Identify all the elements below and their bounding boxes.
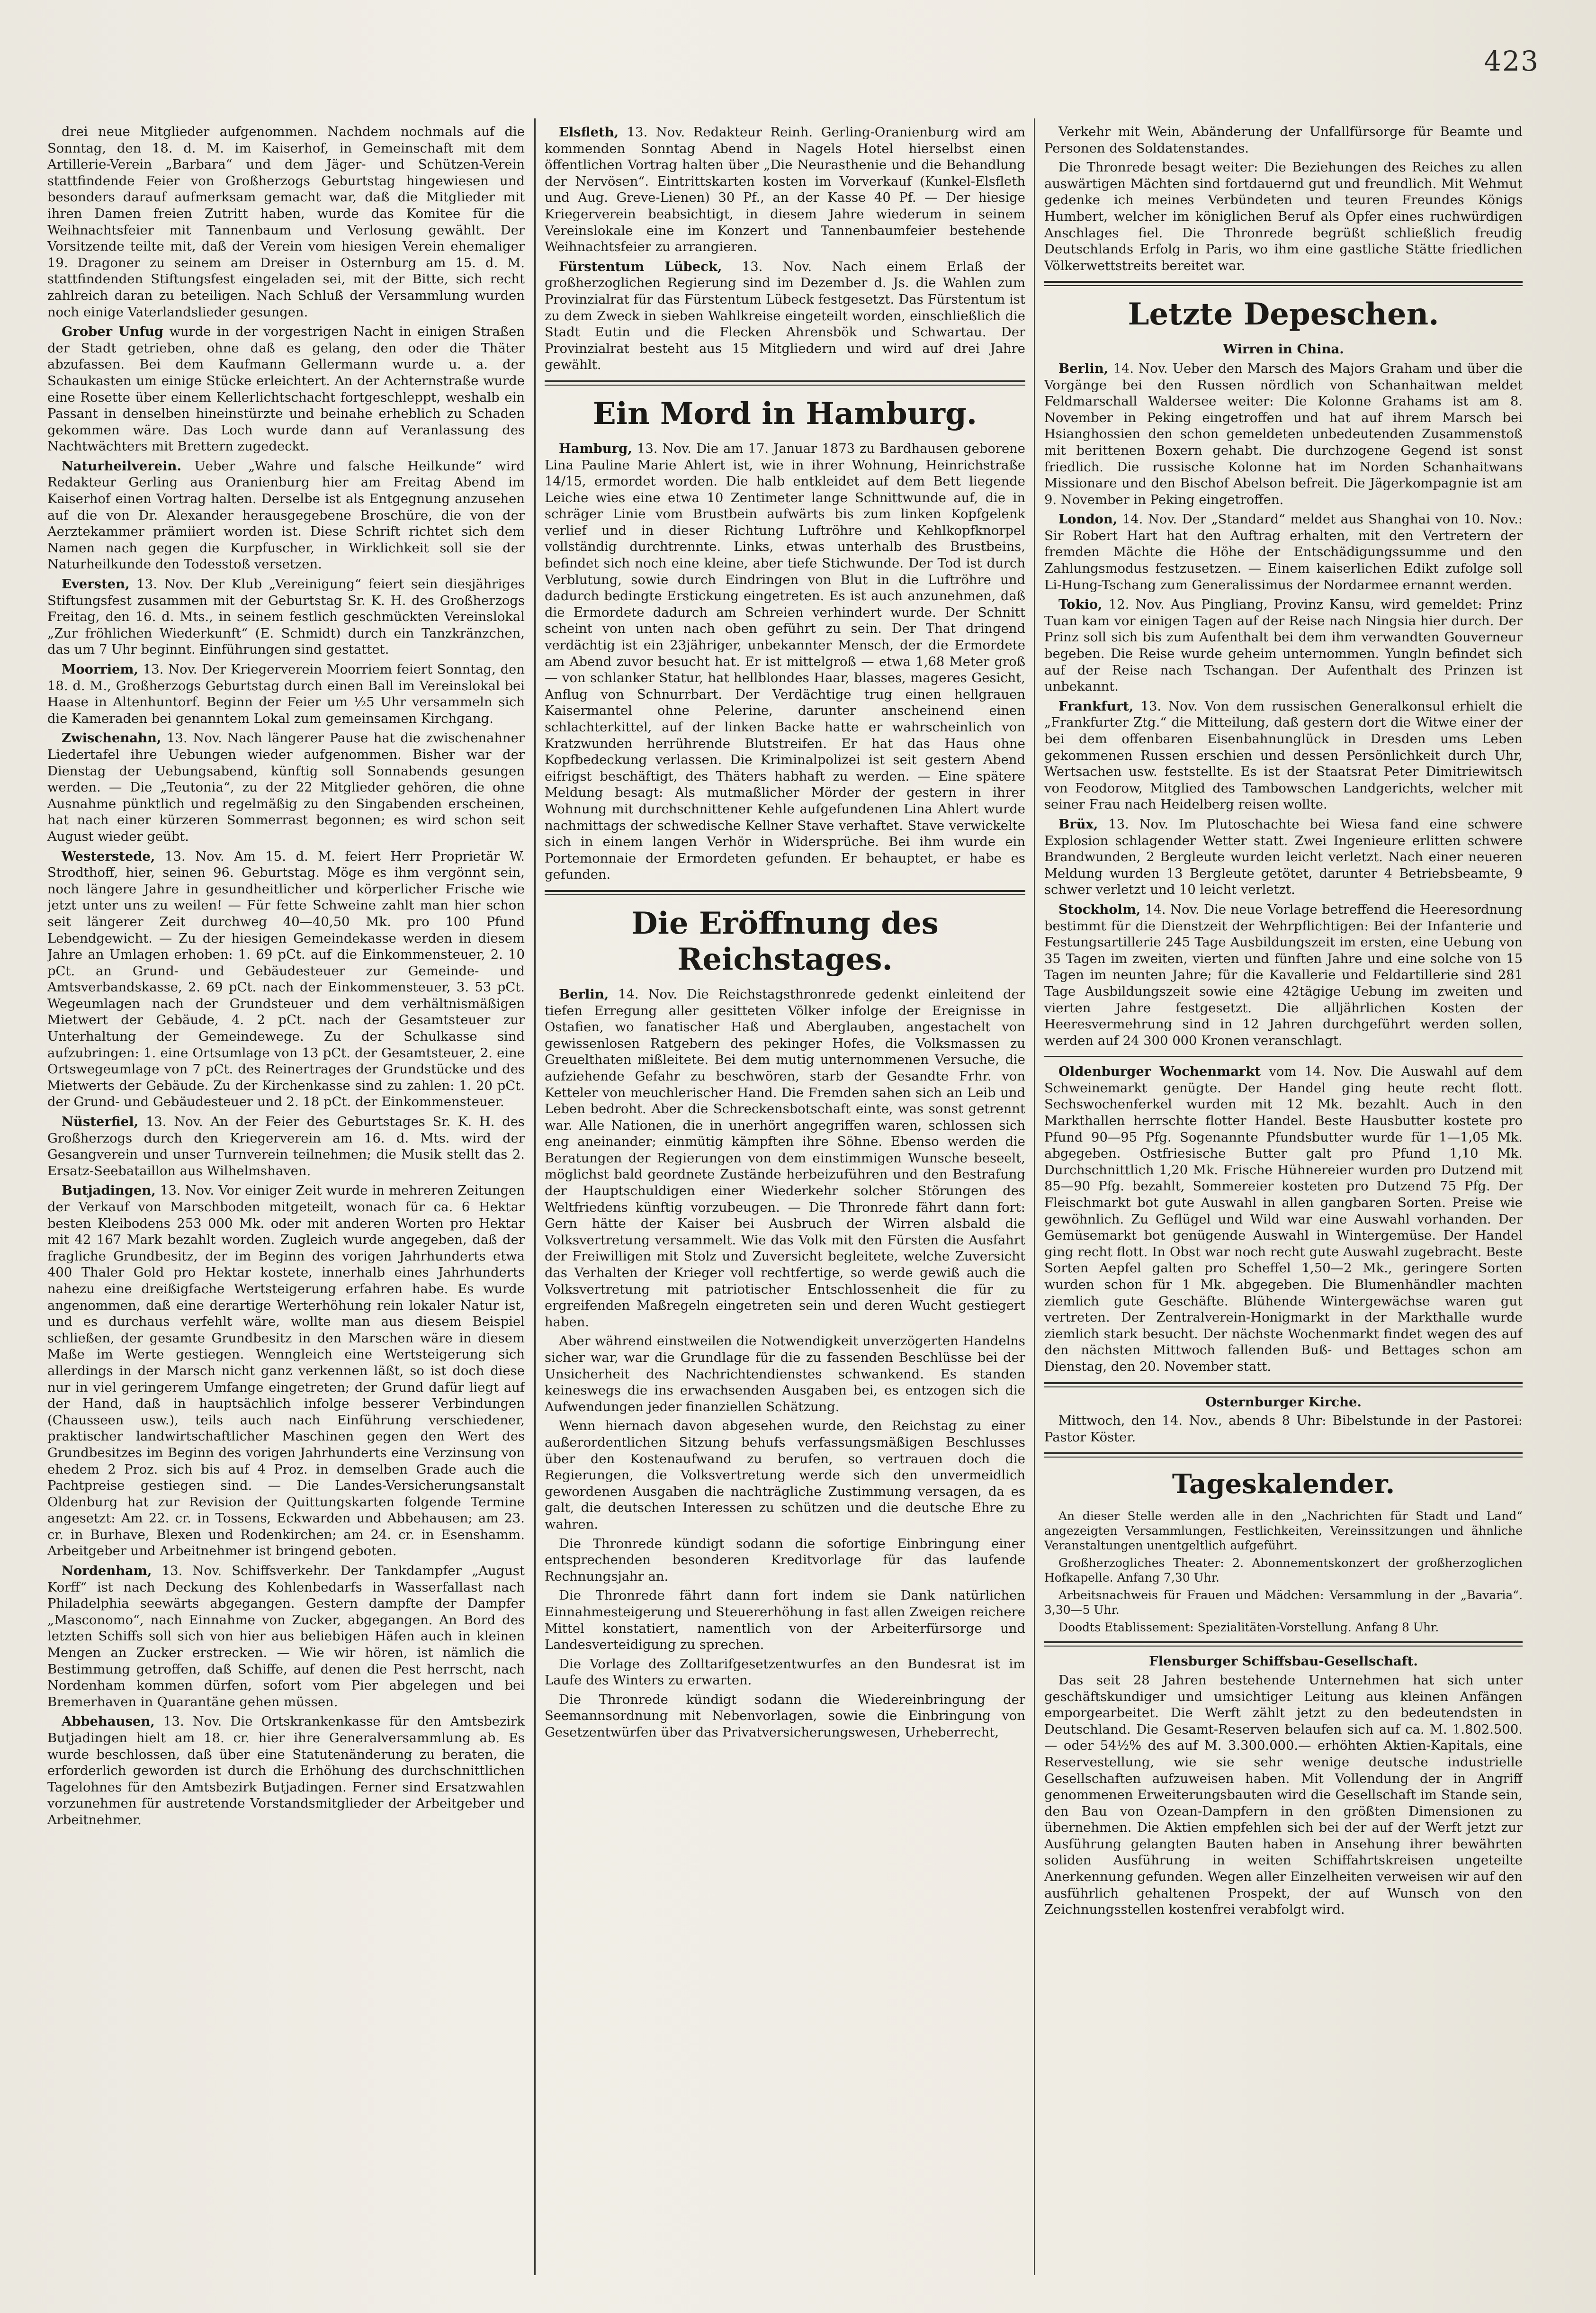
paragraph [1044,596,1523,695]
paragraph [1044,360,1523,508]
paragraph-text: Die Thronrede kündigt sodann die sofortige Einbringung einer entsprechenden besonderen Kreditvorlage für das laufende Rechnungsjahr an. [545,1536,1025,1584]
heading-flensburger-schiffbau: Flensburger Schiffsbau-Gesellschaft. [1149,1654,1418,1669]
paragraph-text: wurde in der vorgestrigen Nacht in einigen Straßen der Stadt getrieben, ohne daß es gelang, den oder die Thäter abzufassen. Bei dem Kaufmann Gellermann wurde u. a. der Schaukasten um einige Stücke erleichtert. An der Achternstraße wurde eine Rosette über einem Kellerlichtschacht fortgeschleppt, weshalb ein Passant in denselben hineinstürzte und beinahe erheblich zu Schaden gekommen wäre. Das Loch wurde dann auf Veranlassung des Nachtwächters mit Brettern zugedeckt. [47,324,525,454]
paragraph-text: 13. Nov. Schiffsverkehr. Der Tankdampfer „August Korff“ ist nach Deckung des Kohlenbedarfs in Wasserfallast nach Philadelphia seewärts abgegangen. Gestern dampfte der Dampfer „Masconomo“, nach Einnahme von Zucker, abgegangen. An Bord des letzten Schiffs soll sich von hier aus beliebigen Häfen auch in kleinen Mengen an Zucker erstrecken. — Wie wir hören, ist nämlich die Bestimmung getroffen, daß Schiffe, auf denen die Pest herrscht, nach Nordenham kommen dürfen, sofort vom Pier abgelegen und bei Bremerhaven in Quarantäne gehen müssen. [47,1564,525,1710]
article-reichstag-continued [1044,124,1523,274]
dateline: Berlin, [559,986,609,1002]
paragraph-text: Die Vorlage des Zolltarifgesetzentwurfes an den Bundesrat ist im Laufe des Winters zu erwarten. [545,1656,1025,1688]
list-tageskalender [1044,1509,1523,1635]
column-1-articles [47,124,525,1829]
paragraph [1044,511,1523,594]
paragraph-text: Arbeitsnachweis für Frauen und Mädchen: Versammlung in der „Bavaria“. 3,30—5 Uhr. [1044,1588,1523,1617]
paragraph [47,1182,525,1560]
paragraph [1044,901,1523,1049]
section-rule [1044,1452,1523,1458]
paragraph-text: An dieser Stelle werden alle in den „Nachrichten für Stadt und Land“ angezeigten Versammlungen, Festlichkeiten, Vereinssitzungen und ähnliche Veranstaltungen unentgeltlich aufgeführt. [1044,1509,1523,1553]
paragraph-text: 13. Nov. Nach längerer Pause hat die zwischenahner Liedertafel ihre Uebungen wieder aufgenommen. Bisher war der Dienstag der Uebungsabend, künftig soll Sonnabends gesungen werden. — Die „Teutonia“, zu der 22 Mitglieder gehören, die ohne Ausnahme pünktlich und regelmäßig zu den Singabenden erscheinen, hat nach einer kürzeren Sommerrast begonnen; es wird schon seit August wieder geübt. [47,731,525,844]
paragraph [47,848,525,1111]
dateline: Zwischenahn, [62,730,161,746]
paragraph-text: 13. Nov. An der Feier des Geburtstages Sr. K. H. des Großherzogs durch den Kriegerverein am 16. d. Mts. wird der Gesangverein und unser Turnverein teilnehmen; die Musik stellt das 2. Ersatz-Seebataillon aus Wilhelmshaven. [47,1115,525,1179]
dateline: Grober Unfug [62,324,164,340]
article-reichstag [545,986,1025,1741]
subhead-wirren-china: Wirren in China. [1223,342,1344,357]
paragraph-text: Die Thronrede kündigt sodann die Wiedereinbringung der Seemannsordnung mit Nebenvorlagen, sowie die Einbringung von Gesetzentwürfen über das Privatversicherungswesen, Urheberrecht, [545,1692,1025,1740]
dateline: Elsfleth, [559,125,619,140]
paragraph [47,124,525,321]
dateline: Westerstede, [62,848,155,864]
paragraph [47,1563,525,1710]
article-wochenmarkt [1044,1063,1523,1375]
paragraph [1044,1620,1523,1635]
paragraph [1044,1509,1523,1553]
dateline: Butjadingen, [62,1183,156,1198]
paragraph-text: 14. Nov. Ueber den Marsch des Majors Graham und über die Vorgänge bei den Russen nördlich von Schanhaitwan meldet Feldmarschall Waldersee weiter: Die Kolonne Grahams ist am 8. November in Peking eingetroffen und hat auf ihrem Marsch bei Hsianghossien den schon gemeldeten unbedeutenden Zusammenstoß mit berittenen Boxern gehabt. Die durchzogene Gegend ist sonst friedlich. Die russische Kolonne hat im Norden Schanhaitwans Missionare und den Bischof Abelson befreit. Die Jägerkompagnie ist am 9. November in Peking eingetroffen. [1044,361,1523,507]
paragraph-text: Großherzogliches Theater: 2. Abonnementskonzert der großherzoglichen Hofkapelle. Anfang 7,30 Uhr. [1044,1556,1523,1585]
section-rule [545,890,1025,895]
section-rule [1044,1641,1523,1647]
headline-letzte-depeschen: Letzte Depeschen. [1128,297,1439,333]
paragraph-text: Ueber „Wahre und falsche Heilkunde“ wird Redakteur Gerling aus Oranienburg hier am Freitag Abend im Kaiserhof einen Vortrag halten. Derselbe ist als Entgegnung anzusehen auf die von Dr. Alexander herausgegebene Broschüre, die von der Aerztekammer prämiiert worden ist. Diese Schrift richtet sich dem Namen nach gegen die Kurpfuscher, in Wirklichkeit soll sie der Naturheilkunde den Todesstoß versetzen. [47,459,525,572]
paragraph-text: 13. Nov. Der Klub „Vereinigung“ feiert sein diesjähriges Stiftungsfest zusammen mit der Geburtstag Sr. K. H. des Großherzogs Freitag, den 16. d. Mts., in seinem festlich geschmückten Vereinslokal „Zur fröhlichen Wiederkunft“ (E. Schmidt) durch ein Tanzkränzchen, das um 7 Uhr beginnt. Einführungen sind gestattet. [47,577,525,657]
paragraph-text: Mittwoch, den 14. Nov., abends 8 Uhr: Bibelstunde in der Pastorei: Pastor Köster. [1044,1413,1523,1445]
paragraph-text: 13. Nov. Redakteur Reinh. Gerling-Oranienburg wird am kommenden Sonntag Abend in Nagels Hotel hierselbst einen öffentlichen Vortrag halten über „Die Neurasthenie und die Behandlung der Nervösen“. Eintrittskarten kosten im Vorverkauf (Kunkel-Elsfleth und Aug. Greve-Lienen) 30 Pf., an der Kasse 40 Pf. — Der hiesige Kriegerverein beabsichtigt, in diesem Jahre wiederum in seinem Vereinslokale eine im Konzert und Tannenbaumfeier bestehende Weihnachtsfeier zu arrangieren. [545,125,1025,255]
paragraph [47,1713,525,1828]
paragraph-text: 13. Nov. Am 15. d. M. feiert Herr Proprietär W. Strodthoff, hier, seinen 96. Geburtstag. Möge es ihm vergönnt sein, noch längere Jahre in gesundheitlicher und körperlicher Frische wie jetzt unter uns zu weilen! — Für fette Schweine zahlt man hier schon seit längerer Zeit durchweg 40—40,50 Mk. pro 100 Pfund Lebendgewicht. — Zu der hiesigen Gemeindekasse werden in diesem Jahre an Umlagen erhoben: 1. 69 pCt. auf die Einkommensteuer, 2. 10 pCt. an Grund- und Gebäudesteuer zur Gemeinde- und Amtsverbandskasse, 2. 69 pCt. nach der Einkommensteuer, 3. 53 pCt. Wegeumlagen nach der Grundsteuer und dem verhältnismäßigen Mietwert der Gebäude, 4. 2 pCt. nach der Gesamtsteuer zur Unterhaltung der Gemeindewege. Zu der Schulkasse sind aufzubringen: 1. eine Ortsumlage von 13 pCt. der Gesamtsteuer, 2. eine Ortswegeumlage von 7 pCt. des Reinertrages der Grundstücke und des Mietwerts der Gebäude. Zu der Kirchenkasse sind zu zahlen: 1. 20 pCt. der Grund- und Gebäudesteuer und 2. 18 pCt. der Einkommensteuer. [47,849,525,1110]
paragraph [47,458,525,573]
paragraph-text: 13. Nov. Die Ortskrankenkasse für den Amtsbezirk Butjadingen hielt am 18. cr. hier ihre Generalversammlung ab. Es wurde beschlossen, daß über eine Statutenänderung zu beraten, die erforderlich geworden ist durch die Erhöhung des durchschnittlichen Tagelohnes für den Amtsbezirk Butjadingen. Ferner sind Ersatzwahlen vorzunehmen für austretende Vorstandsmitglieder der Arbeitgeber und Arbeitnehmer. [47,1714,525,1827]
paragraph [1044,698,1523,813]
dateline: Frankfurt, [1058,698,1134,714]
heading-osternburger-kirche: Osternburger Kirche. [1205,1394,1362,1410]
dateline: Tokio, [1058,597,1103,612]
section-rule [545,380,1025,386]
paragraph-text: Das seit 28 Jahren bestehende Unternehmen hat sich unter geschäftskundiger und umsichtiger Leitung aus kleinen Anfängen emporgearbeitet. Die Werft zählt jetzt zu den bedeutendsten in Deutschland. Die Gesamt-Reserven belaufen sich auf ca. M. 1.802.500.— oder 54½% des auf M. 3.300.000.— erhöhten Aktien-Kapitals, eine Reservestellung, wie sie sehr wenige deutsche industrielle Gesellschaften aufzuweisen haben. Mit Vollendung der in Angriff genommenen Erweiterungsbauten wird die Gesellschaft im Stande sein, den Bau von Ozean-Dampfern in den größten Dimensionen zu übernehmen. Die Aktien empfehlen sich bei der auf der Werft jetzt zur Ausführung gelangten Bauten haben in Ansehung ihrer bewährten soliden Ausführung in weiten Schiffahrtskreisen ungeteilte Anerkennung gefunden. Wegen aller Einzelheiten verweisen wir auf den ausführlich gehaltenen Prospekt, der auf Wunsch von den Zeichnungsstellen kostenfrei verabfolgt wird. [1044,1673,1523,1917]
paragraph-text: Die Thronrede fährt dann fort indem sie Dank natürlichen Einnahmesteigerung und Steuererhöhung in fast allen Zweigen reichere Mittel konstatiert, namentlich von der Arbeiterfürsorge und Landesverteidigung zu sprechen. [545,1588,1025,1653]
dateline: Nordenham, [62,1563,152,1579]
paragraph-text: Aber während einstweilen die Notwendigkeit unverzögerten Handelns sicher war, war die Grundlage für die zu fassenden Beschlüsse bei der Unsicherheit des Nachrichtendienstes schwankend. Es standen keineswegs die ins erwachsenden Ausgaben bei, es entzogen sich die Aufwendungen jeder finanziellen Schätzung. [545,1334,1025,1414]
headline-tageskalender: Tageskalender. [1172,1468,1395,1500]
dateline: Berlin, [1058,360,1109,376]
paragraph-text: 14. Nov. Der „Standard“ meldet aus Shanghai von 10. Nov.: Sir Robert Hart hat den Auftrag erhalten, mit den Vertretern der fremden Mächte die Höhe der Entschädigungssumme und den Zahlungsmodus festzusetzen. — Einem kaiserlichen Edikt zufolge soll Li-Hung-Tschang zum Generalissimus der Nordarmee ernannt werden. [1044,512,1523,593]
paragraph [1044,1413,1523,1446]
column-2 [545,124,1025,2270]
dateline: Eversten, [62,576,130,592]
dateline: London, [1058,512,1118,527]
dateline: Oldenburger Wochenmarkt [1058,1064,1261,1080]
section-rule [1044,281,1523,286]
paragraph [47,730,525,845]
paragraph [1044,160,1523,274]
paragraph-text: 13. Nov. Vor einiger Zeit wurde in mehreren Zeitungen der Verkauf von Marschboden mitgeteilt, wonach für ca. 6 Hektar besten Kleibodens 253 000 Mk. oder mit anderen Worten pro Hektar mit 42 167 Mark bezahlt worden. Zugleich wurde angegeben, daß der fragliche Grundbesitz, der im Beginn des vorigen Jahrhunderts etwa 400 Thaler Gold pro Hektar kostete, innerhalb eines Jahrhunderts nahezu eine dreißigfache Wertsteigerung erfahren habe. Es wurde angenommen, daß eine derartige Werterhöhung rein lokaler Natur ist, und es durchaus verfehlt wäre, wollte man aus diesem Beispiel schließen, der gesamte Grundbesitz in den Marschen wäre in diesem Maße im Werte gestiegen. Wenngleich eine Wertsteigerung sich allerdings in der Marsch nicht ganz verkennen läßt, so ist doch diese nur in viel geringerem Umfange eingetreten; der Grund dafür liegt auf der Hand, daß in hauptsächlich infolge besserer Verbindungen (Chausseen usw.), teils auch nach Einführung verschiedener, praktischer landwirtschaftlicher Maschinen gegen den Wert des Grundbesitzes im Beginn des vorigen Jahrhunderts eine Verzinsung von ehedem 2 Proz. sich bis auf 4 Proz. in demselben Grade auch die Pachtpreise gestiegen sind. — Die Landes-Versicherungsanstalt Oldenburg hat zur Revision der Quittungskarten folgende Termine angesetzt: Am 22. cr. in Tossens, Eckwarden und Abbehausen; am 23. cr. in Burhave, Blexen und Rodenkirchen; am 24. cr. in Esenshamm. Arbeitgeber und Arbeitnehmer ist bringend geboten. [47,1183,525,1559]
paragraph [545,986,1025,1331]
section-rule [1044,1056,1523,1057]
paragraph [1044,1673,1523,1918]
dateline: Fürstentum Lübeck, [559,259,722,274]
paragraph-text: 13. Nov. Der Kriegerverein Moorriem feiert Sonntag, den 18. d. M., Großherzogs Geburtstag durch einen Ball im Vereinslokal bei Haase in Altenhuntorf. Beginn der Feier um ½5 Uhr versammeln sich die Kameraden bei genanntem Lokal zum gemeinsamen Kirchgang. [47,662,525,726]
column-2-local-news [545,124,1025,374]
dateline: Abbehausen, [62,1714,155,1729]
paragraph-text: 13. Nov. Im Plutoschachte bei Wiesa fand eine schwere Explosion schlagender Wetter statt. Zwei Ingenieure erlitten schwere Brandwunden, 2 Bergleute wurden leicht verletzt. Nach einer neueren Meldung wurden 13 Bergleute getötet, darunter 4 Betriebsbeamte, 9 schwer verletzt und 10 leicht verletzt. [1044,817,1523,898]
paragraph [545,1333,1025,1415]
paragraph-text: 13. Nov. Nach einem Erlaß der großherzoglichen Regierung sind im Dezember d. Js. die Wahlen zum Provinzialrat für das Fürstentum Lübeck festgesetzt. Das Fürstentum ist zu dem Zweck in sieben Wahlkreise eingeteilt worden, einschließlich die Stadt Eutin und die Flecken Ahrensbök und Schwartau. Der Provinzialrat besteht aus 15 Mitgliedern und wird auf drei Jahre gewählt. [545,259,1025,373]
dateline: Hamburg, [559,441,632,456]
paragraph [545,1656,1025,1689]
paragraph [545,441,1025,883]
dateline: Stockholm, [1058,901,1141,917]
paragraph [545,259,1025,374]
paragraph-text: Verkehr mit Wein, Abänderung der Unfallfürsorge für Beamte und Personen des Soldatenstandes. [1044,125,1523,156]
paragraph-text: 14. Nov. Die Reichstagsthronrede gedenkt einleitend der tiefen Erregung aller gesitteten Völker infolge der Ereignisse in Ostafien, wo fanatischer Haß und Aberglauben, angestachelt von gewissenlosen Ratgebern des pekinger Hofes, die Volksmassen zu Greuelthaten mißleitete. Bei dem mutig unternommenen Versuche, die aufziehende Gefahr zu beschwören, starb der Gesandte Frhr. von Ketteler von meuchlerischer Hand. Die Fremden sahen sich an Leib und Leben bedroht. Aber die Schreckensbotschaft einte, was sonst getrennt war. Alle Nationen, die in unerhört angegriffen waren, schlossen sich eng aneinander; einmütig kämpften ihre Söhne. Ebenso werden die Beratungen der Regierungen von dem einstimmigen Wunsche beseelt, möglichst bald geordnete Zustände herbeizuführen und den Bestrafung der Hauptschuldigen einer Wiederkehr solcher Störungen des Weltfriedens künftig vorzubeugen. — Die Thronrede fährt dann fort: Gern hätte der Kaiser bei Ausbruch der Wirren alsbald die Volksvertretung versammelt. Wie das Volk mit den Fürsten die Ausfahrt der Freiwilligen mit Stolz und Zuversicht begleitete, welche Zuversicht das Verhalten der Krieger voll rechtfertige, so werde gewiß auch die Volksvertretung mit patriotischer Entschlossenheit die für zu ergreifenden Maßregeln eingetreten sein und deren Wucht gestiegert haben. [545,987,1025,1330]
section-rule [1044,1382,1523,1387]
paragraph-text: drei neue Mitglieder aufgenommen. Nachdem nochmals auf die Sonntag, den 18. d. M. im Kaiserhof, in Gemeinschaft mit dem Artillerie-Verein „Barbara“ und dem Jäger- und Schützen-Verein stattfindende Feier von Großherzogs Geburtstag hingewiesen und besonders darauf aufmerksam gemacht war, daß die Mitglieder mit ihren Damen freien Zutritt haben, wurde das Komitee für die Weihnachtsfeier mit Tannenbaum und Verlosung gewählt. Der Vorsitzende teilte mit, daß der Verein vom hiesigen Verein ehemaliger 19. Dragoner zu seinem am Dreiser in Osternburg am 15. d. M. stattfindenden Stiftungsfest eingeladen sei, mit der Bitte, sich recht zahlreich daran zu beteiligen. Nach Schluß der Versammlung wurden noch einige Vaterlandslieder gesungen. [47,125,525,320]
headline-mord-hamburg: Ein Mord in Hamburg. [593,396,977,432]
paragraph [47,576,525,658]
notice-kirche [1044,1413,1523,1446]
paragraph [545,1588,1025,1653]
dateline: Naturheilverein. [62,458,181,474]
paragraph [545,1418,1025,1533]
paragraph [1044,1556,1523,1585]
dateline: Brüx, [1058,816,1098,832]
dateline: Moorriem, [62,662,139,677]
paragraph-text: 12. Nov. Aus Pingliang, Provinz Kansu, wird gemeldet: Prinz Tuan kam vor einigen Tagen auf der Reise nach Ningsia hier durch. Der Prinz soll sich bis zum Aufenthalt bei dem ihm verwandten Gouverneur begeben. Die Reise wurde geheim unternommen. Yungln befindet sich auf der Reise nach Tschangan. Der Aufenthalt des Prinzen ist unbekannt. [1044,597,1523,694]
paragraph [545,1692,1025,1741]
paragraph-text: Die Thronrede besagt weiter: Die Beziehungen des Reiches zu allen auswärtigen Mächten sind fortdauernd gut und freundlich. Mit Wehmut gedenke ich meines Verbündeten und teuren Freundes Königs Humbert, welcher im königlichen Beruf als Opfer eines ruchwürdigen Anschlages fiel. Die Thronrede begrüßt schließlich freudig Deutschlands Erfolg in Paris, wo ihm eine gastliche Stätte friedlichen Völkerwettstreits bereitet war. [1044,160,1523,273]
paragraph [1044,1063,1523,1375]
paragraph [47,324,525,455]
paragraph-text: 13. Nov. Die am 17. Januar 1873 zu Bardhausen geborene Lina Pauline Marie Ahlert ist, wie in ihrer Wohnung, Heinrichstraße 14/15, ermordet worden. Die halb entkleidet auf dem Bett liegende Leiche wies eine etwa 10 Zentimeter lange Schnittwunde auf, die in schräger Linie vom Brustbein aufwärts bis zum linken Kopfgelenk verlief und in dieser Richtung Luftröhre und Kehlkopfknorpel vollständig durchtrennte. Links, etwas unterhalb des Brustbeins, befindet sich noch eine kleine, aber tiefe Stichwunde. Der Tod ist durch Verblutung, sowie durch Eindringen von Blut in die Luftröhre und dadurch bedingte Erstickung eingetreten. Es ist auch anzunehmen, daß die Ermordete dadurch am Schreien verhindert wurde. Der Schnitt scheint von unten nach oben geführt zu sein. Der That dringend verdächtig ist ein 23jähriger, unbekannter Mensch, der die Ermordete am Abend zuvor besucht hat. Er ist mittelgroß — etwa 1,68 Meter groß — von schlanker Statur, hat hellblondes Haar, blasses, mageres Gesicht, Anflug von Schnurrbart. Der Verdächtige trug einen hellgrauen Kaisermantel ohne Pelerine, darunter anscheinend einen schlachterkittel, auf der linken Backe hatte er wahrscheinlich von Kratzwunden herrührende Blutstreifen. Er hat das Haus ohne Kopfbedeckung verlassen. Die Kriminalpolizei ist seit gestern Abend eifrigst beschäftigt, des Thäters habhaft zu werden. — Eine spätere Meldung besagt: Als mutmaßlicher Mörder der gestern in ihrer Wohnung mit durchschnittener Kehle aufgefundenen Lina Ahlert wurde nachmittags der schwedische Kellner Stave verhaftet. Stave verwickelte sich in einem langen Verhör in Widersprüche. Bei ihm wurde ein Portemonnaie der Ermordeten gefunden. Er behauptet, er habe es gefunden. [545,441,1025,882]
column-3 [1044,124,1523,2270]
paragraph-text: Doodts Etablissement: Spezialitäten-Vorstellung. Anfang 8 Uhr. [1058,1620,1439,1635]
paragraph-text: vom 14. Nov. Die Auswahl auf dem Schweinemarkt genügte. Der Handel ging heute recht flott. Sechswochenferkel wurden mit 12 Mk. bezahlt. Auch in den Markthallen herrschte flotter Handel. Beste Hausbutter kostete pro Pfund 90—95 Pfg. Sogenannte Pfundsbutter wurde für 1—1,05 Mk. abgegeben. Ostfriesische Butter galt pro Pfund 1,10 Mk. Durchschnittlich 1,20 Mk. Frische Hühnereier wurden pro Dutzend mit 85—90 Pfg. bezahlt, Sommereier kosteten pro Dutzend 75 Pfg. Der Fleischmarkt bot gute Auswahl in allen gangbaren Sorten. Preise wie gewöhnlich. Zu Geflügel und Wild war eine Auswahl vorhanden. Der Gemüsemarkt bot genügende Auswahl in Wintergemüse. Der Handel ging recht flott. In Obst war noch recht gute Auswahl zugebracht. Beste Sorten Aepfel galten pro Scheffel 1,50—2 Mk., geringere Sorten wurden schon für 1 Mk. abgegeben. Die Blumenhändler machten ziemlich gute Geschäfte. Blühende Wintergewächse waren gut vertreten. Der Zentralverein-Honigmarkt in der Markthalle wurde ziemlich stark besucht. Der nächste Wochenmarkt findet wegen des auf den nächsten Mittwoch fallenden Buß- und Bettages schon am Dienstag, den 20. November statt. [1044,1064,1523,1374]
dateline: Nüsterfiel, [62,1114,139,1130]
article-mord-hamburg [545,441,1025,883]
column-divider [1034,118,1035,2275]
article-schiffbau [1044,1673,1523,1918]
paragraph [1044,124,1523,157]
column-divider [534,118,536,2275]
paragraph [47,661,525,727]
paragraph [545,124,1025,256]
paragraph [1044,816,1523,899]
paragraph [1044,1588,1523,1617]
paragraph-text: 14. Nov. Die neue Vorlage betreffend die Heeresordnung bestimmt für die Dienstzeit der Wehrpflichtigen: Bei der Infanterie und Festungsartillerie 245 Tage Ausbildungszeit im ersten, eine Uebung von 35 Tagen im zweiten, vierten und fünften Jahre und eine solche von 15 Tagen im neunten Jahre; für die Kavallerie und Feldartillerie sind 281 Tage Ausbildungszeit sowie eine 42tägige Uebung im zweiten und vierten Jahre festgesetzt. Die alljährlichen Kosten der Heeresvermehrung sind in 12 Jahren durchgeführt werden sollen, werden auf 24 300 000 Kronen veranschlagt. [1044,902,1523,1048]
page-number: 423 [1484,45,1539,77]
paragraph [47,1114,525,1179]
paragraph-text: Wenn hiernach davon abgesehen wurde, den Reichstag zu einer außerordentlichen Sitzung behufs verfassungsmäßigen Beschlusses über den Kostenaufwand zu berufen, so vertrauen doch die Regierungen, die Volksvertretung werde sich den unvermeidlich gewordenen Ausgaben die nachträgliche Zustimmung versagen, da es galt, die deutschen Interessen zu schützen und die deutsche Ehre zu wahren. [545,1419,1025,1532]
paragraph [545,1536,1025,1585]
headline-reichstag: Die Eröffnung des Reichstages. [631,905,939,977]
column-1 [47,124,525,2270]
article-depeschen [1044,360,1523,1049]
paragraph-text: 13. Nov. Von dem russischen Generalkonsul erhielt die „Frankfurter Ztg.“ die Mitteilung, daß gestern dort die Witwe einer der bei dem offenbaren Eisenbahnunglück in Dresden ums Leben gekommenen Russen erschien und dessen Persönlichkeit durch Uhr, Wertsachen usw. feststellte. Es ist der Staatsrat Peter Dimitriewitsch von Feodorow, Mitglied des Tambowschen Landgerichts, welcher mit seiner Frau nach Heidelberg reisen wollte. [1044,699,1523,812]
